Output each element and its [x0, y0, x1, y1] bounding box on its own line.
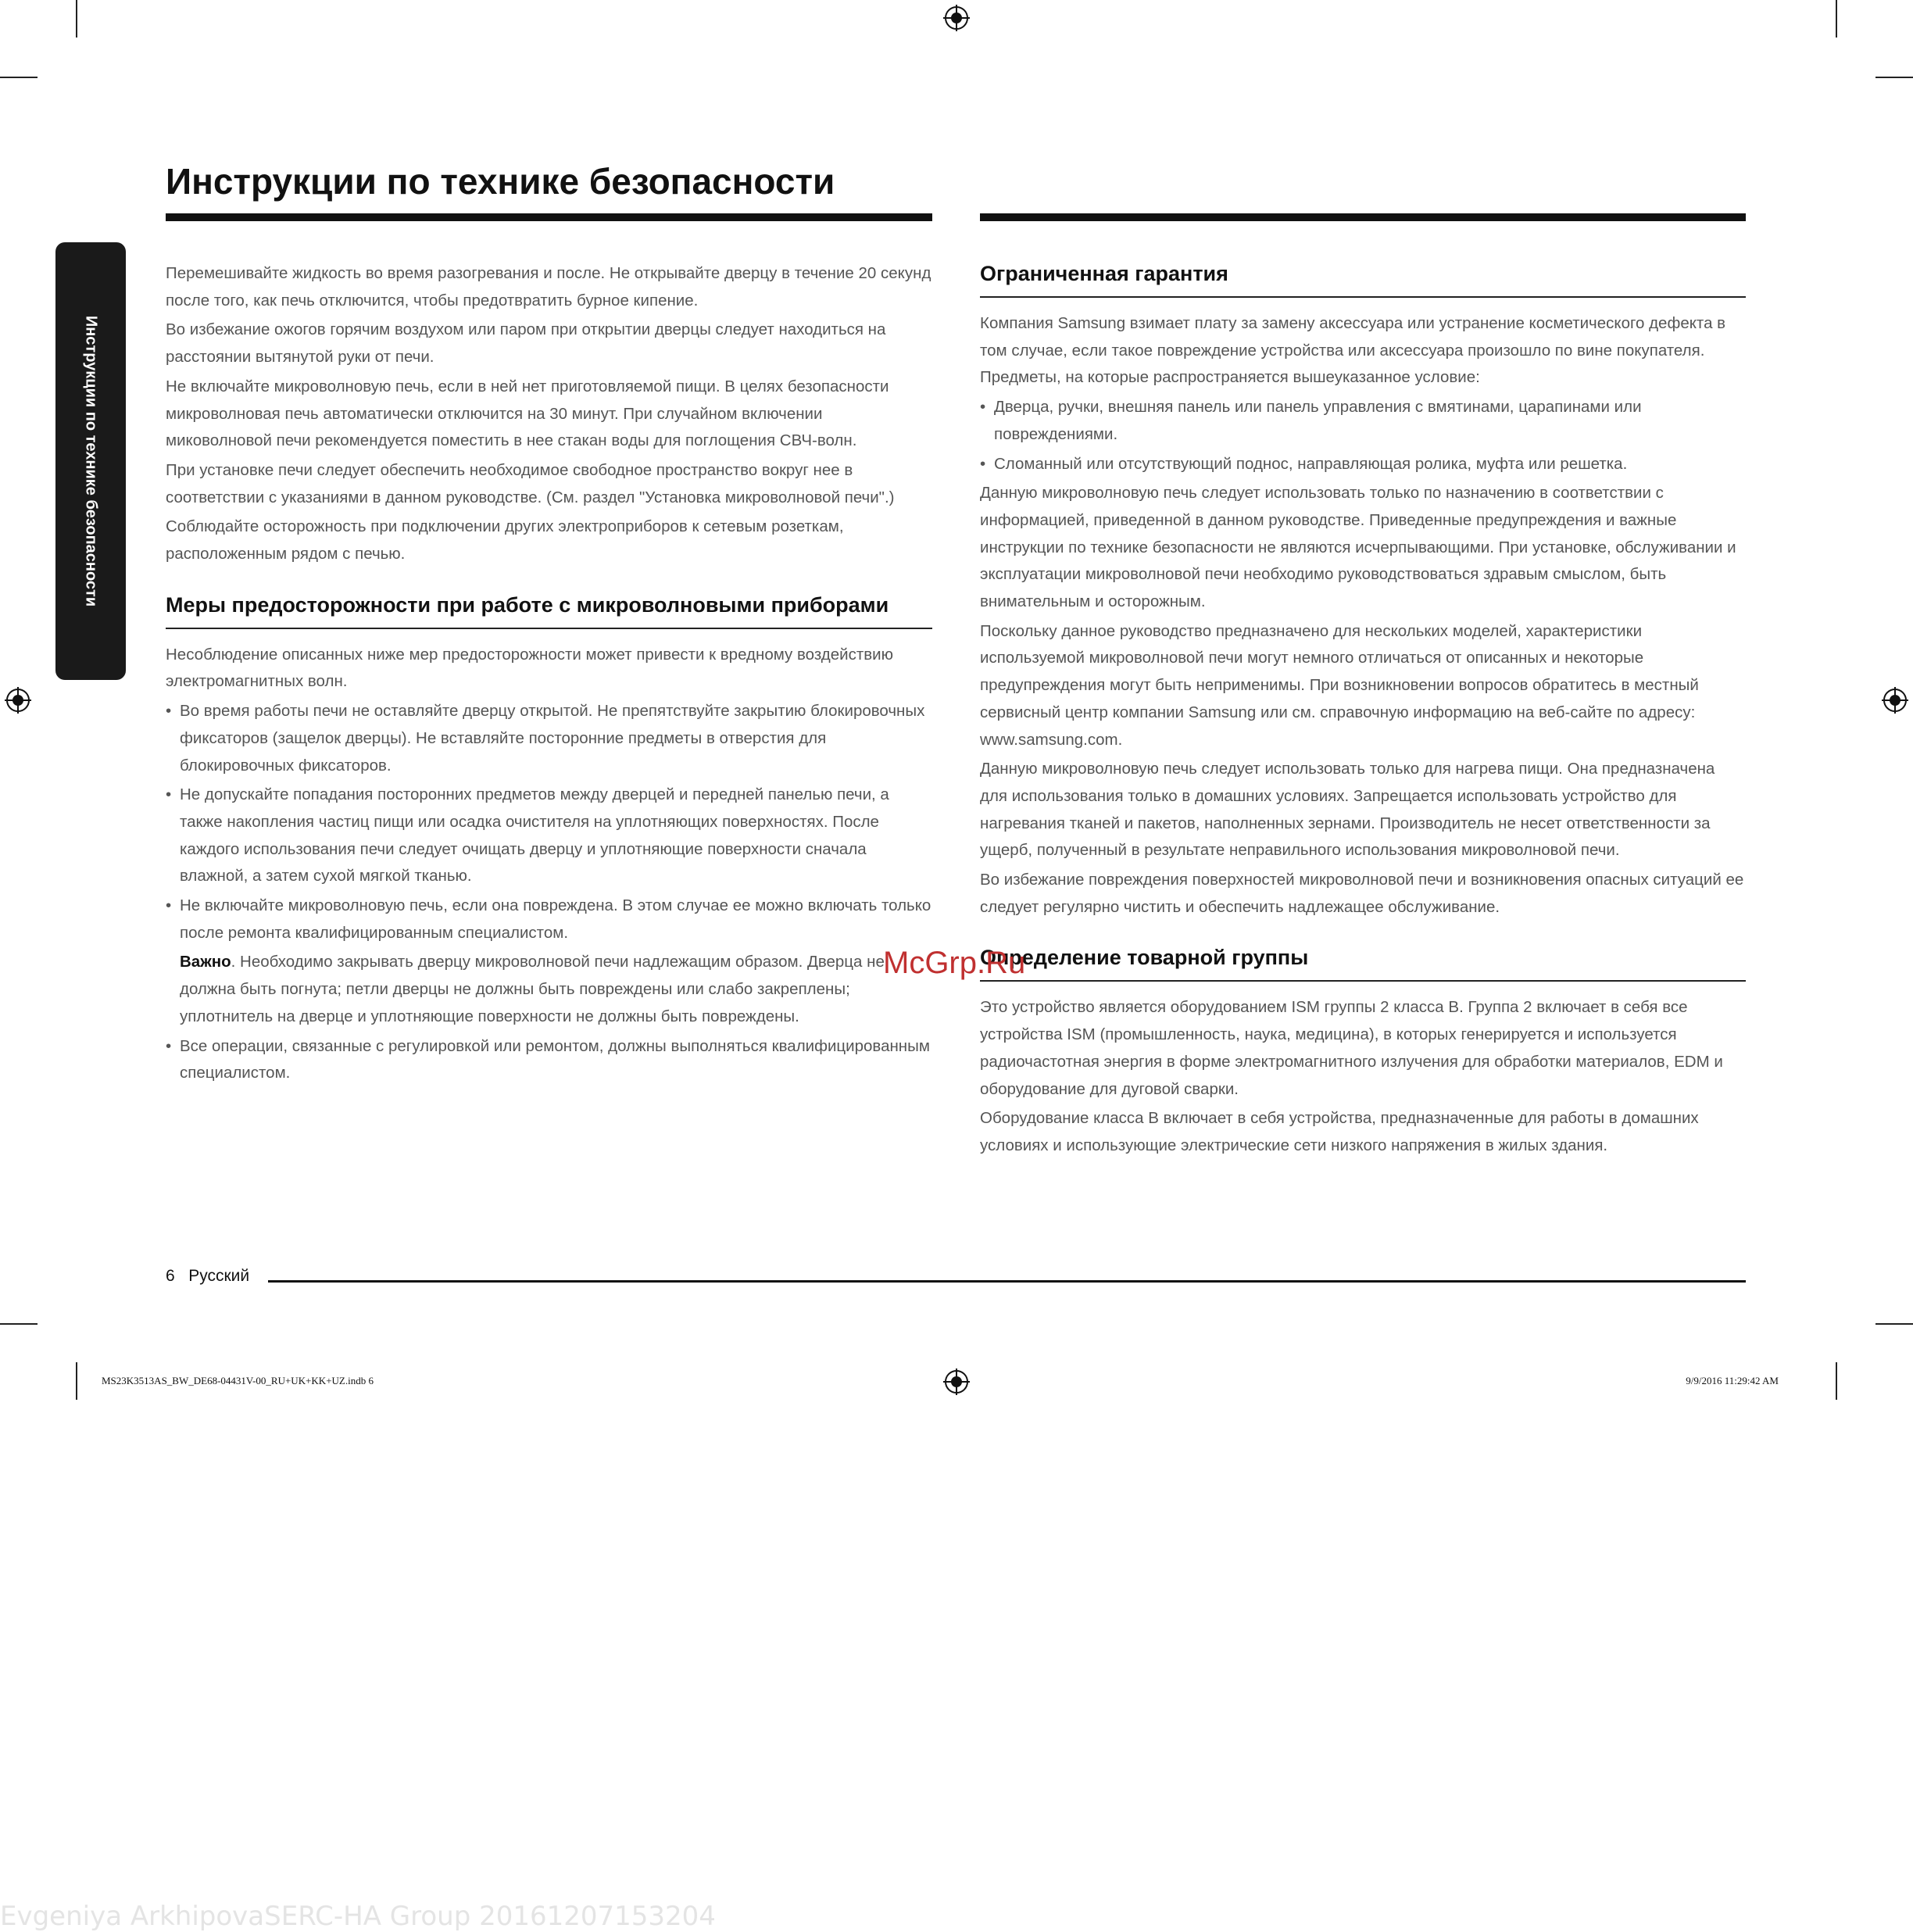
paragraph: Оборудование класса B включает в себя устройства, предназначенные для работы в домашних условиях и использующие электрические сети низкого напряжения в жилых здания. [980, 1109, 1699, 1154]
warranty-list [980, 394, 1746, 478]
paragraph: Во избежание ожогов горячим воздухом или паром при открытии дверцы следует находиться на расстоянии вытянутой руки от печи. [166, 320, 886, 367]
paragraph: Данную микроволновую печь следует использовать только по назначению в соответствии с информацией, приведенной в данном руководстве. Приведенные предупреждения и важные инструкции по технике безопасности не являются исчерпывающими. При установке, обслуживании и эксплуатации микроволновой печи необходимо руководствоваться здравым смыслом, быть внимательным и осторожным. [980, 484, 1736, 611]
right-column [980, 260, 1746, 1162]
footer-language: Русский [188, 1267, 250, 1285]
footer-rule [268, 1280, 1746, 1283]
page-number: 6 [166, 1267, 175, 1285]
paragraph: Соблюдайте осторожность при подключении других электроприборов к сетевым розеткам, расположенным рядом с печью. [166, 517, 844, 564]
list-item: • Все операции, связанные с регулировкой или ремонтом, должны выполняться квалифицированным специалистом. [166, 1033, 932, 1087]
print-datetime: 9/9/2016 11:29:42 AM [1686, 1375, 1779, 1386]
registration-mark-icon [943, 5, 970, 31]
crop-mark [1836, 0, 1837, 38]
crop-mark [1836, 1362, 1837, 1400]
paragraph: Несоблюдение описанных ниже мер предосторожности может привести к вредному воздействию электромагнитных волн. [166, 645, 893, 691]
list-item: • Не допускайте попадания посторонних предметов между дверцей и передней панелью печи, а также накопления частиц пищи или осадка очистителя на уплотняющих поверхностях. После каждого использования печи следует очищать дверцу и уплотняющие поверхности сначала влажной, а затем сухой мягкой тканью. [166, 782, 932, 890]
paragraph: Перемешивайте жидкость во время разогревания и после. Не открывайте дверцу в течение 20 секунд после того, как печь отключится, чтобы предотвратить бурное кипение. [166, 264, 931, 309]
registration-mark-icon [5, 687, 31, 714]
section-heading-microwave-precautions: Меры предосторожности при работе с микроволновыми приборами [166, 592, 932, 629]
list-item: • Сломанный или отсутствующий поднос, направляющая ролика, муфта или решетка. [980, 451, 1746, 478]
paragraph: Компания Samsung взимает плату за замену аксессуара или устранение косметического дефекта в том случае, если такое повреждение устройства или аксессуара произошло по вине покупателя. Предметы, на которые распространяется вышеуказанное условие: [980, 314, 1726, 387]
crop-mark [1875, 77, 1913, 78]
crop-mark [0, 77, 38, 78]
paragraph: Поскольку данное руководство предназначено для нескольких моделей, характеристики используемой микроволновой печи могут немного отличаться от описанных и некоторые предупреждения могут быть неприменимы. При возникновении вопросов обратитесь в местный сервисный центр компании Samsung или см. справочную информацию на веб-сайте по адресу: www.samsung.com. [980, 621, 1699, 749]
paragraph: Это устройство является оборудованием ISM группы 2 класса B. Группа 2 включает в себя все устройства ISM (промышленность, наука, медицина), в которых генерируется и используется радиочастотная энергия в форме электромагнитного излучения для обработки материалов, EDM и оборудование для дуговой сварки. [980, 998, 1723, 1098]
list-item: • Не включайте микроволновую печь, если она повреждена. В этом случае ее можно включать только после ремонта квалифицированным специалистом. [166, 893, 932, 946]
page-title: Инструкции по технике безопасности [166, 161, 835, 202]
print-file-name: MS23K3513AS_BW_DE68-04431V-00_RU+UK+KK+UZ.indb 6 [102, 1375, 374, 1386]
section-heading-warranty: Ограниченная гарантия [980, 260, 1746, 298]
list-item: • Дверца, ручки, внешняя панель или панель управления с вмятинами, царапинами или повреждениями. [980, 394, 1746, 448]
crop-mark [1875, 1323, 1913, 1325]
title-rule-left [166, 213, 932, 221]
list-item: • Во время работы печи не оставляйте дверцу открытой. Не препятствуйте закрытию блокировочных фиксаторов (защелок дверцы). Не вставляйте посторонние предметы в отверстия для блокировочных фиксаторов. [166, 698, 932, 779]
section-heading-product-group: Определение товарной группы [980, 944, 1746, 982]
paragraph: Не включайте микроволновую печь, если в ней нет приготовляемой пищи. В целях безопасности микроволновая печь автоматически отключится на 30 минут. При случайном включении миковолновой печи рекомендуется поместить в нее стакан воды для поглощения СВЧ-волн. [166, 377, 889, 450]
paragraph: При установке печи следует обеспечить необходимое свободное пространство вокруг нее в соответствии с указаниями в данном руководстве. (См. раздел "Установка микроволновой печи".) [166, 460, 895, 506]
registration-mark-icon [1882, 687, 1908, 714]
ghost-watermark-text: Evgeniya ArkhipovaSERC-HA Group 20161207153204 [0, 1901, 716, 1932]
watermark: McGrp.Ru [883, 946, 1026, 980]
important-label: Важно [180, 953, 231, 971]
precautions-list [166, 698, 932, 1087]
title-rule-right [980, 213, 1746, 221]
crop-mark [76, 0, 77, 38]
registration-mark-icon [943, 1368, 970, 1395]
paragraph: Данную микроволновую печь следует использовать только для нагрева пищи. Она предназначена для использования только в домашних условиях. Запрещается использовать устройство для нагревания тканей и пакетов, наполненных зернами. Производитель не несет ответственности за ущерб, полученный в результате неправильного использования микроволновой печи. [980, 760, 1715, 860]
crop-mark [76, 1362, 77, 1400]
side-tab-label: Инструкции по технике безопасности [82, 315, 100, 607]
left-column [166, 260, 932, 1089]
crop-mark [0, 1323, 38, 1325]
important-note [166, 949, 932, 1030]
side-tab [55, 242, 126, 680]
paragraph: Во избежание повреждения поверхностей микроволновой печи и возникновения опасных ситуаций ее следует регулярно чистить и обеспечить надлежащее обслуживание. [980, 871, 1744, 916]
important-text: . Необходимо закрывать дверцу микроволновой печи надлежащим образом. Дверца не должна быть погнута; петли дверцы не должны быть повреждены или слабо закреплены; уплотнитель на дверце и уплотняющие поверхности не должны быть повреждены. [180, 953, 885, 1025]
page-footer [166, 1267, 249, 1286]
